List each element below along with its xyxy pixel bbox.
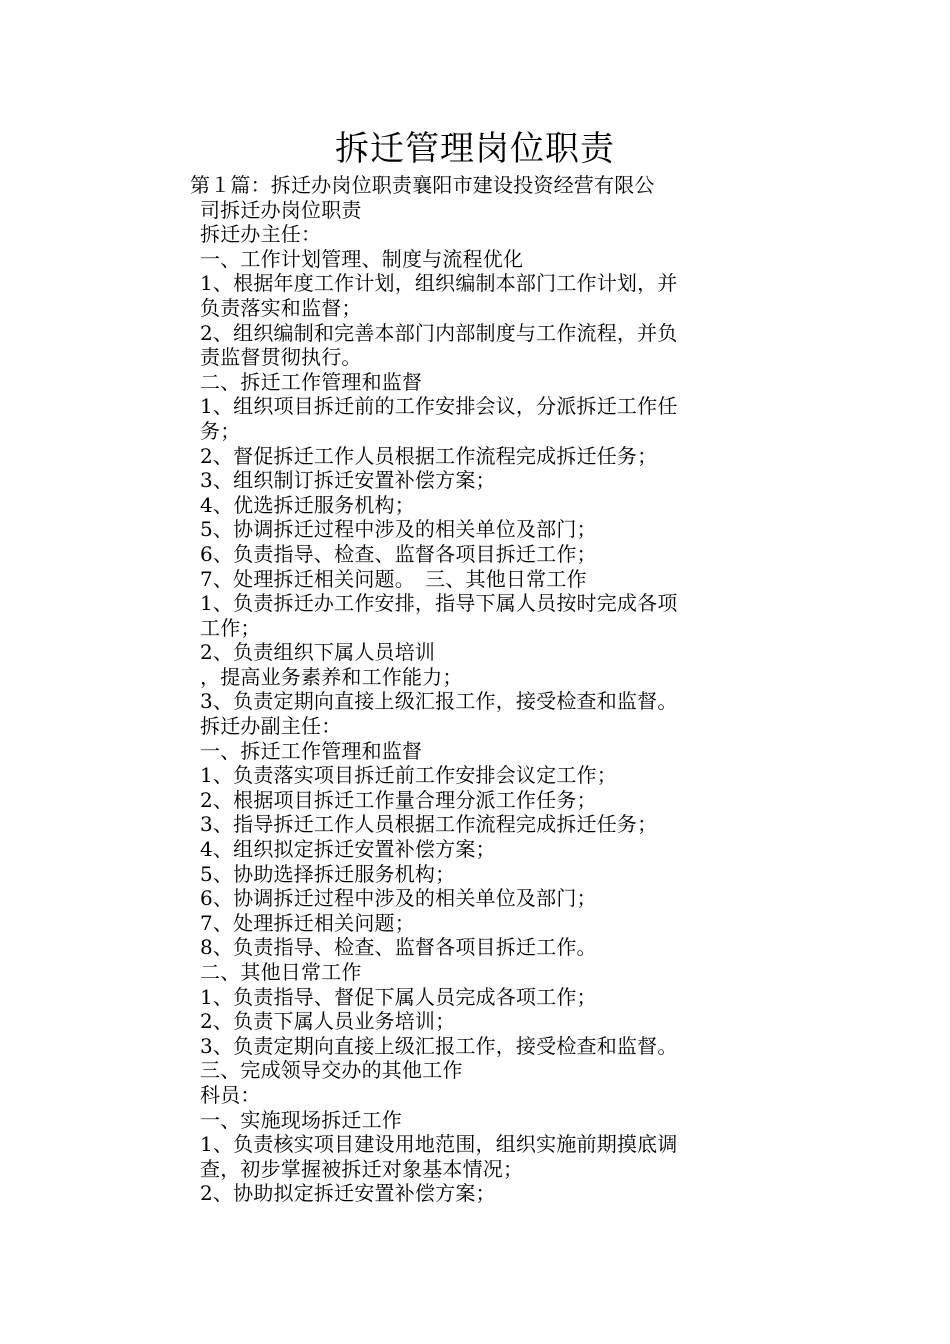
document-body xyxy=(190,173,740,1206)
document-title: 拆迁管理岗位职责 xyxy=(335,129,615,169)
text-line: 负责落实和监督； xyxy=(200,295,362,320)
text-line: ，提高业务素养和工作能力； xyxy=(200,664,463,689)
text-line: 拆迁办副主任： xyxy=(200,714,342,739)
text-line: 二、拆迁工作管理和监督 xyxy=(200,369,423,394)
text-line: 一、实施现场拆迁工作 xyxy=(200,1107,402,1132)
text-line: 工作； xyxy=(200,615,261,640)
text-line: 拆迁办主任： xyxy=(200,222,322,247)
text-line: 7、处理拆迁相关问题。 三、其他日常工作 xyxy=(200,566,587,591)
text-line: 1、负责核实项目建设用地范围，组织实施前期摸底调 xyxy=(200,1132,678,1157)
text-line: 1、根据年度工作计划，组织编制本部门工作计划，并 xyxy=(200,271,678,296)
text-line: 4、优选拆迁服务机构； xyxy=(200,492,415,517)
text-line: 二、其他日常工作 xyxy=(200,960,362,984)
section-heading: 第１篇：拆迁办岗位职责襄阳市建设投资经营有限公 xyxy=(190,173,655,197)
text-line: 科员： xyxy=(200,1082,261,1107)
text-line: 2、根据项目拆迁工作量合理分派工作任务； xyxy=(200,787,597,812)
text-line: 1、组织项目拆迁前的工作安排会议，分派拆迁工作任 xyxy=(200,394,678,419)
text-line: 2、协助拟定拆迁安置补偿方案； xyxy=(200,1181,496,1206)
text-line: 1、负责落实项目拆迁前工作安排会议定工作； xyxy=(200,763,617,788)
text-line: 一、拆迁工作管理和监督 xyxy=(200,738,423,763)
text-line: 司拆迁办岗位职责 xyxy=(200,197,362,222)
text-line: 务； xyxy=(200,418,241,443)
text-line: 5、协助选择拆迁服务机构； xyxy=(200,861,456,886)
text-line: 4、组织拟定拆迁安置补偿方案； xyxy=(200,837,496,862)
text-line: 3、负责定期向直接上级汇报工作，接受检查和监督。 xyxy=(200,1033,678,1058)
text-line: 5、协调拆迁过程中涉及的相关单位及部门； xyxy=(200,517,597,542)
text-line: 2、组织编制和完善本部门内部制度与工作流程，并负 xyxy=(200,320,678,345)
text-line: 8、负责指导、检查、监督各项目拆迁工作。 xyxy=(200,935,597,960)
text-line: 一、工作计划管理、制度与流程优化 xyxy=(200,246,524,271)
text-line: 1、负责拆迁办工作安排，指导下属人员按时完成各项 xyxy=(200,591,678,616)
text-line: 1、负责指导、督促下属人员完成各项工作； xyxy=(200,984,597,1009)
text-line: 3、负责定期向直接上级汇报工作，接受检查和监督。 xyxy=(200,689,678,714)
text-line: 6、协调拆迁过程中涉及的相关单位及部门； xyxy=(200,886,597,911)
text-line: 2、负责组织下属人员培训 xyxy=(200,640,436,665)
text-line: 2、负责下属人员业务培训； xyxy=(200,1009,456,1034)
text-line: 3、组织制订拆迁安置补偿方案； xyxy=(200,468,496,493)
text-line: 3、指导拆迁工作人员根据工作流程完成拆迁任务； xyxy=(200,812,658,837)
text-line: 6、负责指导、检查、监督各项目拆迁工作； xyxy=(200,541,597,566)
text-line: 查，初步掌握被拆迁对象基本情况； xyxy=(200,1156,524,1181)
text-line: 7、处理拆迁相关问题； xyxy=(200,910,415,935)
text-line: 责监督贯彻执行。 xyxy=(200,345,362,370)
text-line: 2、督促拆迁工作人员根据工作流程完成拆迁任务； xyxy=(200,443,658,468)
text-line: 三、完成领导交办的其他工作 xyxy=(200,1058,463,1083)
